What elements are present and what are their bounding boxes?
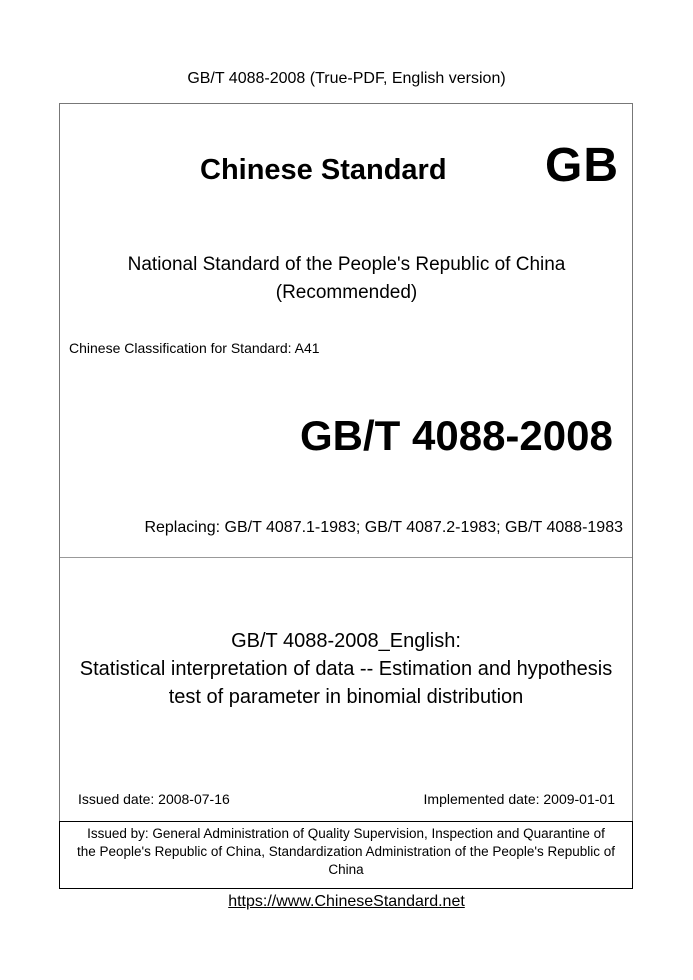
document-header: GB/T 4088-2008 (True-PDF, English version): [187, 70, 506, 87]
national-line-2: (Recommended): [275, 282, 418, 303]
title-line-3: test of parameter in binomial distribution: [168, 686, 524, 708]
issuer-box: [59, 821, 633, 889]
brand-title: Chinese Standard: [200, 154, 447, 186]
title-line-1: GB/T 4088-2008_English:: [231, 630, 461, 652]
classification: Chinese Classification for Standard: A41: [69, 340, 320, 356]
english-title: [59, 627, 633, 711]
national-line-1: National Standard of the People's Republic of China: [127, 254, 566, 275]
implemented-date: Implemented date: 2009-01-01: [423, 791, 615, 807]
gb-mark: GB: [545, 139, 619, 192]
replacing-line: Replacing: GB/T 4087.1-1983; GB/T 4087.2-1983; GB/T 4088-1983: [144, 519, 623, 536]
issued-date: Issued date: 2008-07-16: [78, 791, 230, 807]
issuer-line-3: China: [328, 862, 364, 877]
standard-number: GB/T 4088-2008: [300, 412, 613, 459]
title-line-2: Statistical interpretation of data -- Estimation and hypothesis: [79, 658, 613, 680]
issuer-line-1: Issued by: General Administration of Quality Supervision, Inspection and Quarantine of: [87, 826, 605, 841]
website-link[interactable]: https://www.ChineseStandard.net: [228, 893, 465, 910]
issuer-line-2: the People's Republic of China, Standardization Administration of the People's Republic of: [77, 844, 615, 859]
national-standard-heading: [0, 251, 693, 307]
